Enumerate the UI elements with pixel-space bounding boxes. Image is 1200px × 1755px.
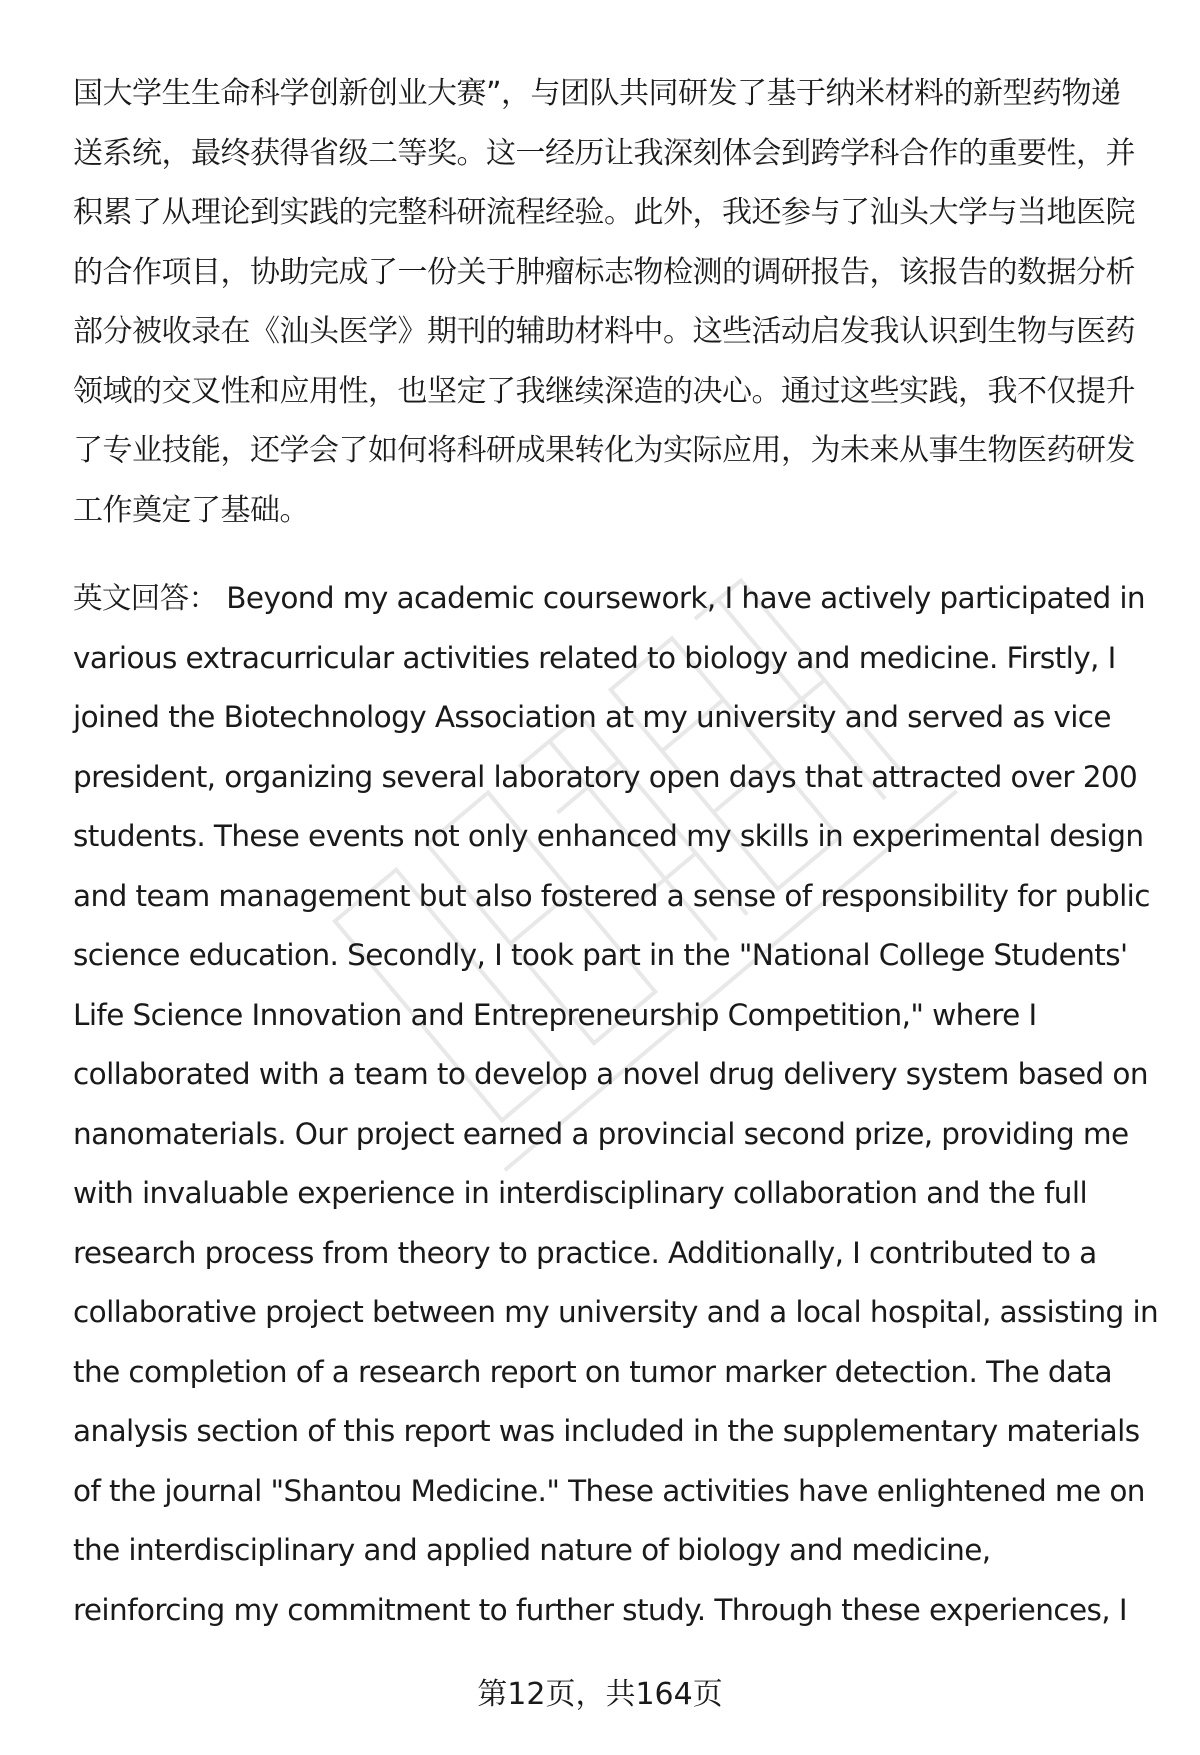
paragraph-line: 英文回答： Beyond my academic coursework, I have actively participated in (73, 581, 1146, 615)
paragraph-line: analysis section of this report was included in the supplementary materials (73, 1414, 1140, 1448)
paragraph-line: 领域的交叉性和应用性，也坚定了我继续深造的决心。通过这些实践，我不仅提升 (73, 373, 1135, 409)
page-number: 第12页，共164页 (477, 1677, 723, 1712)
paragraph-line: various extracurricular activities related to biology and medicine. Firstly, I (73, 640, 1116, 675)
paragraph-line: the interdisciplinary and applied nature of biology and medicine, (73, 1533, 991, 1567)
paragraph-line: collaborative project between my university and a local hospital, assisting in (73, 1295, 1159, 1329)
paragraph-line: 的合作项目，协助完成了一份关于肿瘤标志物检测的调研报告，该报告的数据分析 (73, 254, 1135, 290)
paragraph-line: students. These events not only enhanced my skills in experimental design (73, 819, 1144, 853)
paragraph-line: 工作奠定了基础。 (73, 492, 309, 528)
page-content (73, 64, 1159, 1640)
paragraph-line: science education. Secondly, I took part in the "National College Students' (73, 938, 1128, 972)
paragraph-line: of the journal "Shantou Medicine." These activities have enlightened me on (73, 1473, 1145, 1508)
paragraph-line: 部分被收录在《汕头医学》期刊的辅助材料中。这些活动启发我认识到生物与医药 (73, 314, 1135, 349)
paragraph-line: 送系统，最终获得省级二等奖。这一经历让我深刻体会到跨学科合作的重要性，并 (73, 135, 1135, 171)
paragraph-line: collaborated with a team to develop a novel drug delivery system based on (73, 1057, 1148, 1091)
paragraph-line: nanomaterials. Our project earned a provincial second prize, providing me (73, 1116, 1129, 1151)
paragraph-line: 了专业技能，还学会了如何将科研成果转化为实际应用，为未来从事生物医药研发 (73, 433, 1135, 468)
paragraph-line: 国大学生生命科学创新创业大赛”，与团队共同研发了基于纳米材料的新型药物递 (73, 76, 1121, 111)
paragraph-line: president, organizing several laboratory open days that attracted over 200 (73, 759, 1138, 794)
paragraph-line: joined the Biotechnology Association at my university and served as vice (73, 700, 1111, 734)
chinese-answer-paragraph (73, 64, 1155, 540)
paragraph-line: and team management but also fostered a sense of responsibility for public (73, 878, 1150, 913)
paragraph-line: research process from theory to practice. Additionally, I contributed to a (73, 1235, 1097, 1270)
paragraph-line: reinforcing my commitment to further study. Through these experiences, I (73, 1592, 1127, 1627)
paragraph-line: the completion of a research report on tumor marker detection. The data (73, 1354, 1112, 1389)
paragraph-line: with invaluable experience in interdisciplinary collaboration and the full (73, 1176, 1088, 1210)
paragraph-line: 积累了从理论到实践的完整科研流程经验。此外，我还参与了汕头大学与当地医院 (73, 195, 1135, 230)
paragraph-line: Life Science Innovation and Entrepreneurship Competition," where I (73, 997, 1037, 1032)
english-answer-paragraph (73, 569, 1159, 1640)
